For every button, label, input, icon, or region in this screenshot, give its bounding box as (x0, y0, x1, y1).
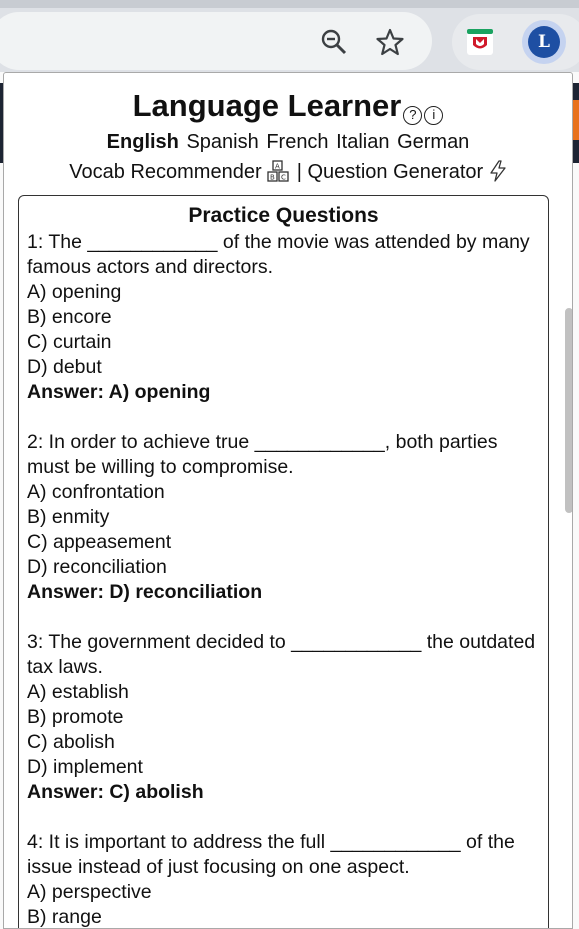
help-icon[interactable]: ? (403, 106, 422, 125)
correct-answer: Answer: C) abolish (27, 781, 204, 803)
browser-toolbar (0, 0, 579, 72)
language-option-italian[interactable]: Italian (336, 131, 390, 153)
answer-option: B) enmity (27, 506, 110, 528)
question-generator-link[interactable]: Question Generator (307, 161, 484, 183)
question-item (27, 830, 540, 929)
svg-text:C: C (281, 173, 287, 182)
app-title: Language Learner (132, 88, 402, 123)
question-prompt: 1: The ____________ of the movie was attended by many famous actors and directors. (27, 231, 530, 278)
question-item (27, 230, 540, 405)
answer-option: B) range (27, 906, 102, 928)
answer-option: C) abolish (27, 731, 115, 753)
lightning-icon (489, 160, 507, 189)
correct-answer: Answer: A) opening (27, 381, 211, 403)
tab-strip-edge (0, 0, 579, 8)
question-item (27, 430, 540, 605)
address-bar[interactable] (0, 12, 432, 70)
shield-extension-icon[interactable] (462, 24, 498, 60)
nav-separator: | (296, 161, 302, 183)
zoom-out-icon[interactable] (316, 24, 352, 60)
blocks-icon (267, 160, 291, 189)
question-prompt: 4: It is important to address the full ____________ of the issue instead of just focusing on one aspect. (27, 831, 515, 878)
info-icon[interactable]: i (424, 106, 443, 125)
star-icon[interactable] (372, 24, 408, 60)
answer-option: A) establish (27, 681, 129, 703)
answer-option: A) perspective (27, 881, 152, 903)
svg-text:A: A (275, 162, 280, 171)
language-selector (4, 129, 572, 155)
practice-heading: Practice Questions (188, 204, 379, 227)
profile-avatar[interactable] (522, 20, 566, 64)
answer-option: A) opening (27, 281, 122, 303)
answer-option: A) confrontation (27, 481, 165, 503)
answer-option: C) appeasement (27, 531, 172, 553)
language-option-french[interactable]: French (266, 131, 329, 153)
question-prompt: 2: In order to achieve true ____________, both parties must be willing to compromise. (27, 431, 498, 478)
answer-option: D) reconciliation (27, 556, 167, 578)
extension-popup (3, 72, 573, 929)
language-option-german[interactable]: German (397, 131, 470, 153)
question-item (27, 630, 540, 805)
answer-option: B) promote (27, 706, 124, 728)
svg-text:B: B (270, 173, 275, 182)
answer-option: D) debut (27, 356, 102, 378)
answer-option: B) encore (27, 306, 112, 328)
answer-option: D) implement (27, 756, 143, 778)
vocab-recommender-link[interactable]: Vocab Recommender (69, 161, 262, 183)
avatar-initial: L (528, 26, 560, 58)
feature-nav (4, 159, 572, 189)
question-prompt: 3: The government decided to ____________ the outdated tax laws. (27, 631, 536, 678)
language-option-spanish[interactable]: Spanish (186, 131, 259, 153)
popup-scrollbar[interactable] (565, 308, 573, 513)
popup-title-row (4, 87, 572, 125)
correct-answer: Answer: D) reconciliation (27, 581, 263, 603)
language-option-english[interactable]: English (106, 131, 179, 153)
practice-questions-panel (18, 195, 549, 929)
answer-option: C) curtain (27, 331, 112, 353)
background-page-accent (573, 100, 579, 140)
profile-ring (522, 20, 566, 64)
